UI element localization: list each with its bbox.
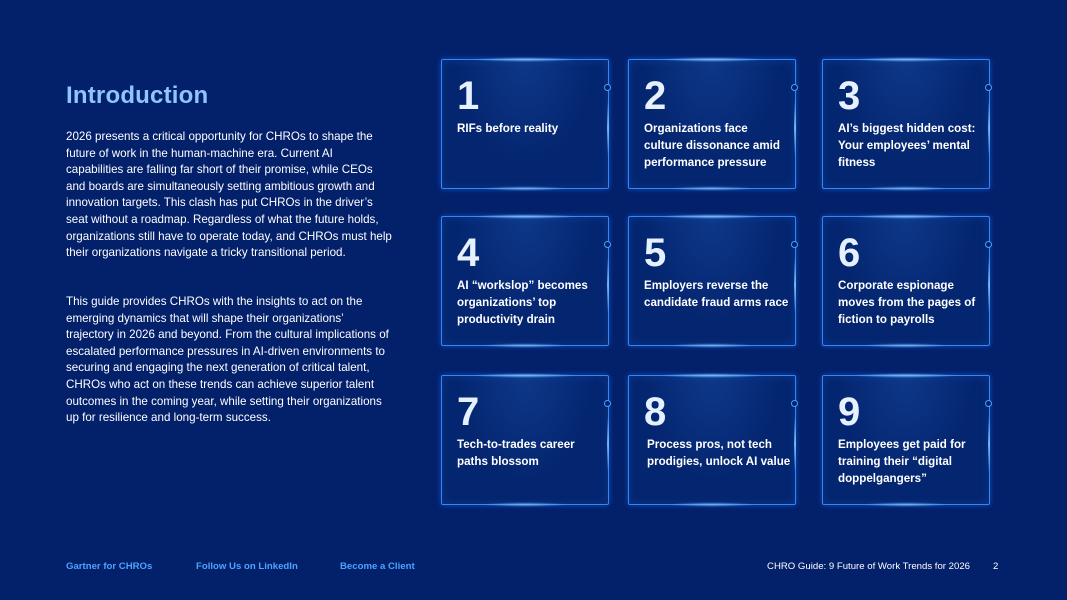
trend-text: Corporate espionage moves from the pages of fiction to payrolls — [838, 279, 976, 326]
trend-text: Employees get paid for training their “digital doppelgangers” — [838, 438, 966, 485]
trend-text: Tech-to-trades career paths blossom — [457, 438, 575, 468]
card-glow-line — [794, 100, 796, 156]
footer-document-title: CHRO Guide: 9 Future of Work Trends for 2026 — [767, 561, 970, 572]
trend-number: 7 — [457, 390, 480, 434]
intro-paragraph-2: This guide provides CHROs with the insights to act on the emerging dynamics that will shape their organizations’ trajectory in 2026 and beyond. From the cultural implications of escalated performance pressures in AI-driven environments to securing and engaging the next generation of critical talent, CHROs who act on these trends can achieve superior talent outcomes in the coming year, while setting their organizations up for resilience and long-term success. — [66, 295, 389, 425]
footer-link-linkedin[interactable]: Follow Us on LinkedIn — [196, 561, 298, 572]
footer-link-become-client[interactable]: Become a Client — [340, 561, 415, 572]
trend-text: RIFs before reality — [457, 122, 559, 135]
trend-text: Process pros, not tech prodigies, unlock AI value — [647, 438, 791, 468]
trend-card-9 — [822, 375, 990, 505]
card-glow-line — [794, 416, 796, 472]
card-glow-line — [607, 100, 609, 156]
trend-text: Employers reverse the candidate fraud arms race — [644, 279, 789, 309]
trend-card-2 — [628, 59, 796, 189]
card-connector-dot — [791, 241, 798, 248]
card-connector-dot — [985, 84, 992, 91]
card-connector-dot — [791, 84, 798, 91]
card-glow-line — [794, 257, 796, 313]
trend-number: 2 — [644, 74, 667, 118]
intro-paragraph-1: 2026 presents a critical opportunity for CHROs to shape the future of work in the human-machine era. Current AI capabilities are falling far short of their promise, while CEOs and boards are simultaneously setting ambitious growth and innovation targets. This clash has put CHROs in the driver’s seat without a roadmap. Regardless of what the future holds, organizations still have to operate today, and CHROs must help their organizations navigate a tricky transitional period. — [66, 130, 392, 260]
intro-title: Introduction — [66, 82, 209, 109]
card-glow-line — [607, 416, 609, 472]
card-connector-dot — [604, 241, 611, 248]
trend-card-6 — [822, 216, 990, 346]
trend-number: 5 — [644, 231, 667, 275]
card-connector-dot — [604, 400, 611, 407]
trend-number: 9 — [838, 390, 861, 434]
card-glow-line — [607, 257, 609, 313]
trend-text: AI’s biggest hidden cost: Your employees’ mental fitness — [838, 122, 976, 169]
card-glow-line — [988, 416, 990, 472]
card-connector-dot — [791, 400, 798, 407]
trend-number: 8 — [644, 390, 667, 434]
trend-number: 6 — [838, 231, 861, 275]
trend-number: 4 — [457, 231, 480, 275]
trend-card-5 — [628, 216, 796, 346]
card-connector-dot — [604, 84, 611, 91]
trend-text: AI “workslop” becomes organizations’ top productivity drain — [457, 279, 588, 326]
trend-number: 3 — [838, 74, 861, 118]
card-glow-line — [988, 257, 990, 313]
card-connector-dot — [985, 241, 992, 248]
card-connector-dot — [985, 400, 992, 407]
trend-card-8 — [628, 375, 796, 505]
trend-text: Organizations face culture dissonance amid performance pressure — [644, 122, 780, 169]
card-glow-line — [988, 100, 990, 156]
page-number: 2 — [993, 561, 999, 572]
trend-number: 1 — [457, 74, 480, 118]
footer-link-gartner-chros[interactable]: Gartner for CHROs — [66, 561, 153, 572]
trend-card-7 — [441, 375, 609, 505]
trend-card-1 — [441, 59, 609, 189]
trend-card-4 — [441, 216, 609, 346]
trend-card-3 — [822, 59, 990, 189]
